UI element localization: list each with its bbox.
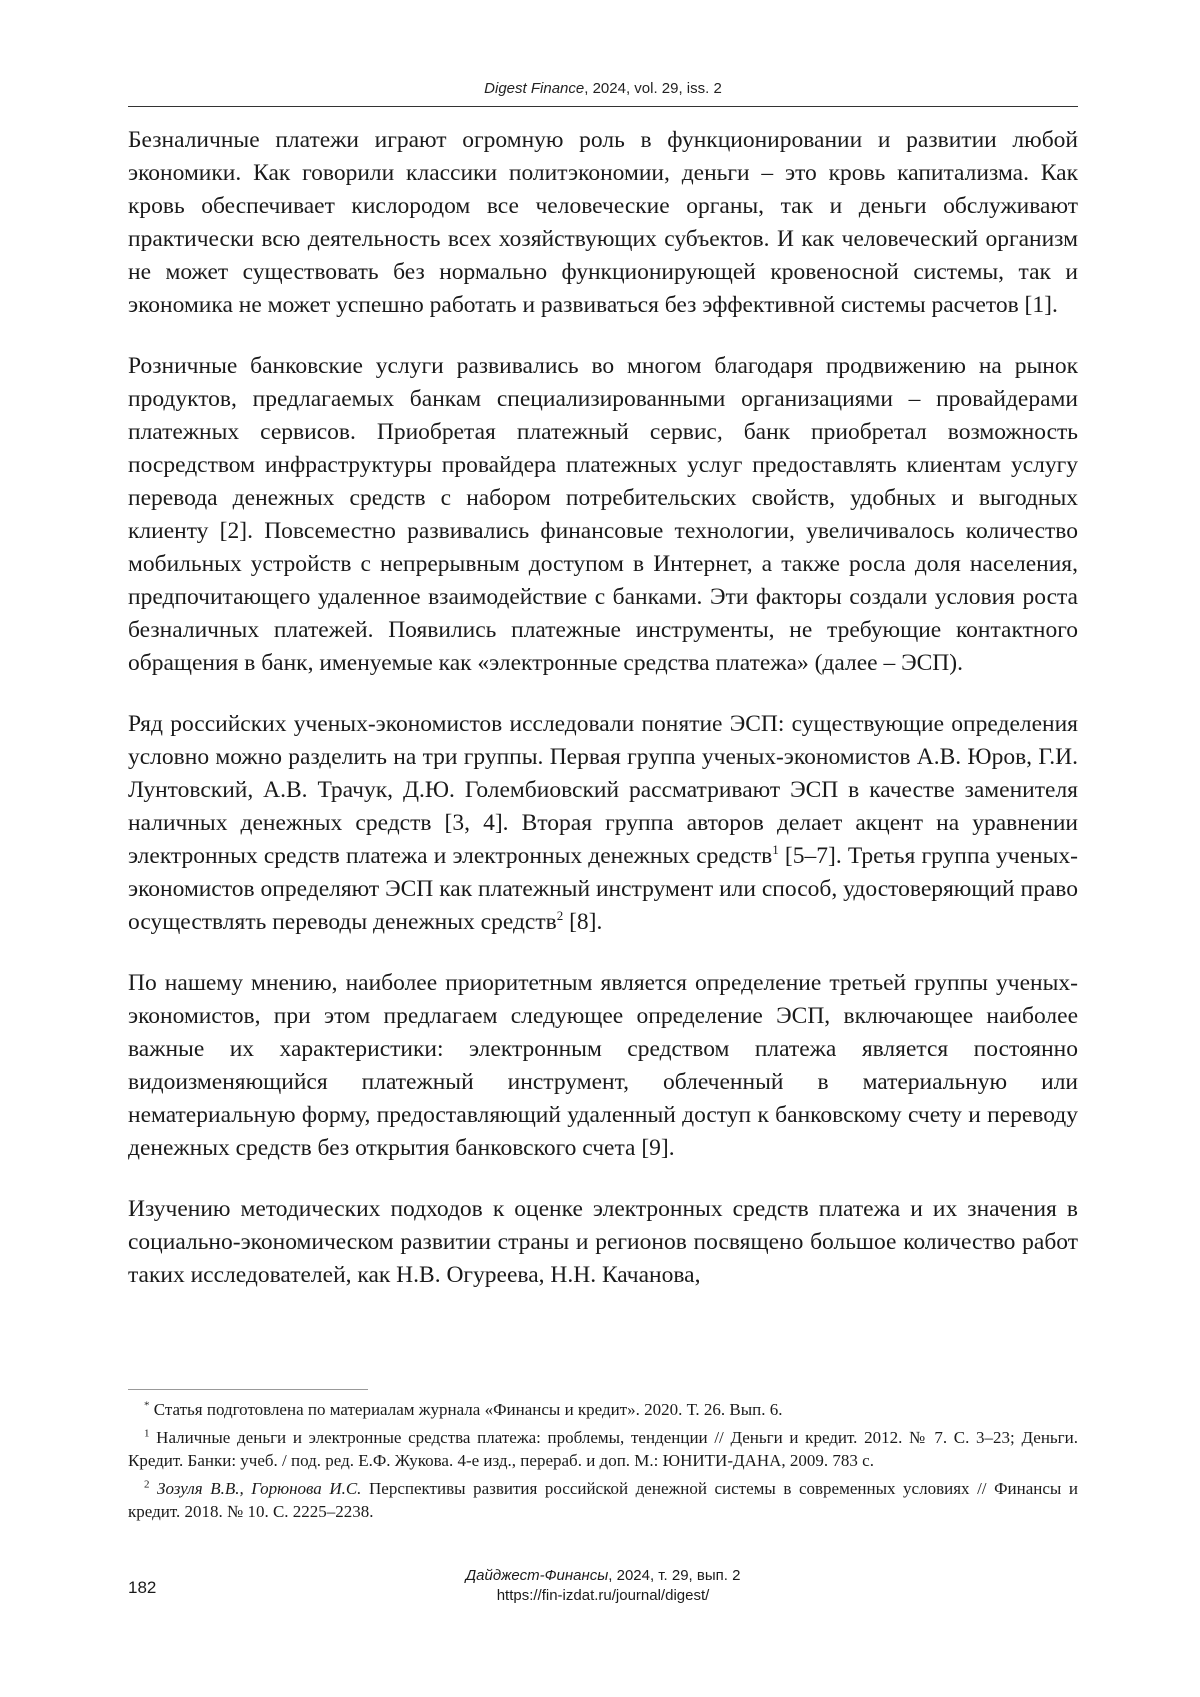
running-footer [128, 1566, 1078, 1606]
running-header [128, 80, 1078, 97]
paragraph-2: Розничные банковские услуги развивались во многом благодаря продвижению на рынок продуктов, предлагаемых банкам специализированными организациями – провайдерами платежных сервисов. Приобретая платежный сервис, банк приобретал возможность посредством инфраструктуры провайдера платежных услуг предоставлять клиентам услугу перевода денежных средств с набором потребительских свойств, удобных и выгодных клиенту [2]. Повсеместно развивались финансовые технологии, увеличивалось количество мобильных устройств с непрерывным доступом в Интернет, а также росла доля населения, предпочитающего удаленное взаимодействие с банками. Эти факторы создали условия роста безналичных платежей. Появились платежные инструменты, не требующие контактного обращения в банк, именуемые как «электронные средства платежа» (далее – ЭСП). [128, 353, 1078, 676]
paragraph-3-part-c: [8]. [563, 909, 603, 935]
page-number: 182 [128, 1578, 157, 1597]
footnote-star [128, 1398, 1078, 1421]
footnote-2-text: Перспективы развития российской денежной системы в современных условиях // Финансы и кредит. 2018. № 10. С. 2225–2238. [128, 1479, 1078, 1521]
footnote-2 [128, 1477, 1078, 1523]
paragraph-4: По нашему мнению, наиболее приоритетным является определение третьей группы ученых-экономистов, при этом предлагаем следующее определение ЭСП, включающее наиболее важные их характеристики: электронным средством платежа является постоянно видоизменяющийся платежный инструмент, облеченный в материальную или нематериальную форму, предоставляющий удаленный доступ к банковскому счету и переводу денежных средств без открытия банковского счета [9]. [128, 970, 1078, 1161]
footnote-1 [128, 1426, 1078, 1472]
footnote-ref-2: 2 [556, 908, 564, 924]
footer-journal-name: Дайджест-Финансы [465, 1567, 609, 1584]
header-issue-details: , 2024, vol. 29, iss. 2 [584, 80, 722, 97]
footnotes [128, 1398, 1078, 1528]
article-body [128, 124, 1078, 1292]
footnote-2-mark: 2 [144, 1478, 150, 1491]
footnote-1-mark: 1 [144, 1427, 150, 1440]
footnote-ref-1: 1 [772, 842, 779, 858]
paragraph-5: Изучению методических подходов к оценке электронных средств платежа и их значения в социально-экономическом развитии страны и регионов посвящено большое количество работ таких исследователей, как Н.В. Огуреева, Н.Н. Качанова, [128, 1196, 1078, 1288]
footnote-2-authors: Зозуля В.В., Горюнова И.С. [149, 1479, 362, 1498]
footer-citation [128, 1566, 1078, 1586]
paragraph-3-part-b: [5–7]. Третья группа ученых-экономистов определяют ЭСП как платежный инструмент или способ, удостоверяющий право осуществлять переводы денежных средств [128, 843, 1078, 935]
footnote-star-mark: * [144, 1399, 150, 1412]
paragraph-3-part-a: Ряд российских ученых-экономистов исследовали понятие ЭСП: существующие определения условно можно разделить на три группы. Первая группа ученых-экономистов А.В. Юров, Г.И. Лунтовский, А.В. Трачук, Д.Ю. Голембиовский рассматривают ЭСП в качестве заменителя наличных денежных средств [3, 4]. Вторая группа авторов делает акцент на уравнении электронных средств платежа и электронных денежных средств [128, 711, 1078, 869]
footnote-1-text: Наличные деньги и электронные средства платежа: проблемы, тенденции // Деньги и кредит. 2012. № 7. С. 3–23; Деньги. Кредит. Банки: учеб. / под. ред. Е.Ф. Жукова. 4-е изд., перераб. и доп. М.: ЮНИТИ-ДАНА, 2009. 783 с. [128, 1428, 1078, 1470]
paragraph-1: Безналичные платежи играют огромную роль в функционировании и развитии любой экономики. Как говорили классики политэкономии, деньги – это кровь капитализма. Как кровь обеспечивает кислородом все человеческие органы, так и деньги обслуживают практически всю деятельность всех хозяйствующих субъектов. И как человеческий организм не может существовать без нормально функционирующей кровеносной системы, так и экономика не может успешно работать и развиваться без эффективной системы расчетов [1]. [128, 127, 1078, 318]
footer-url: https://fin-izdat.ru/journal/digest/ [496, 1587, 710, 1604]
footnote-rule [128, 1389, 368, 1390]
header-rule [128, 106, 1078, 107]
footnote-star-text: Статья подготовлена по материалам журнала «Финансы и кредит». 2020. Т. 26. Вып. 6. [149, 1400, 783, 1419]
footer-issue-details: , 2024, т. 29, вып. 2 [608, 1567, 741, 1584]
paragraph-3 [128, 708, 1078, 939]
header-journal-name: Digest Finance [484, 80, 585, 97]
